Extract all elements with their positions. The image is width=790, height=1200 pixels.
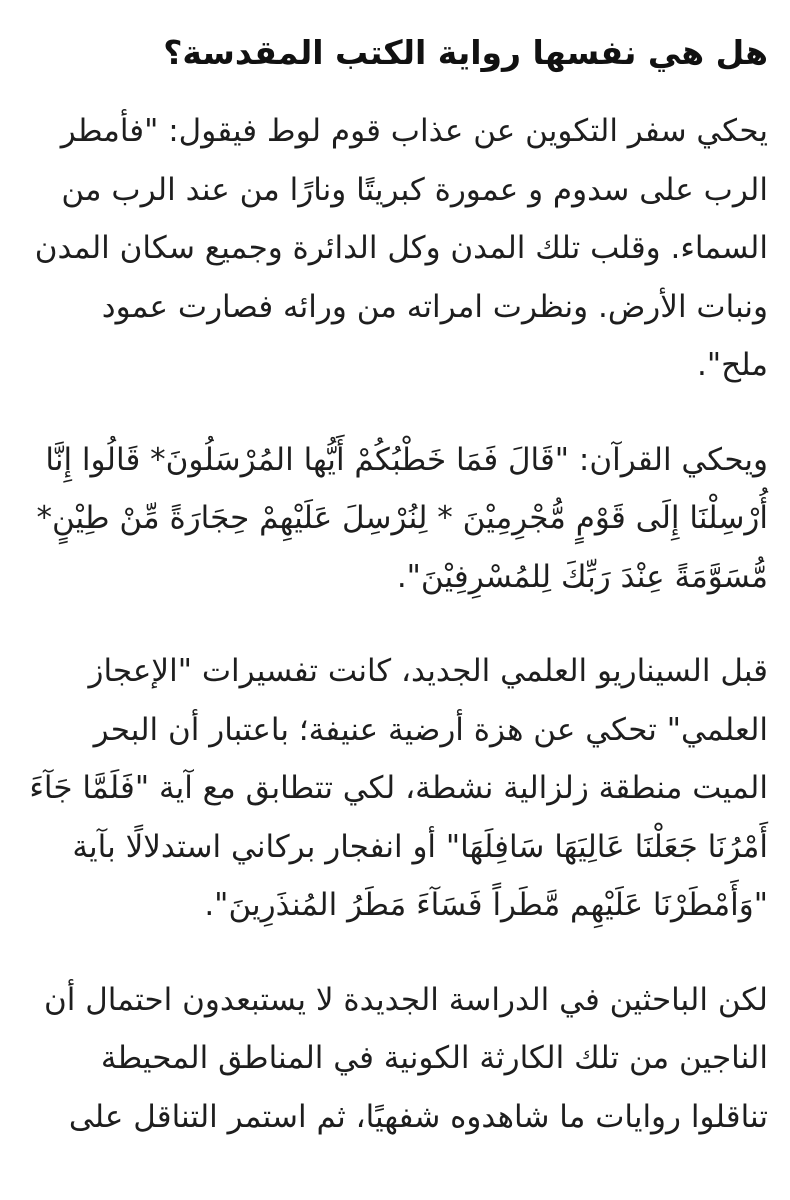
paragraph-genesis: يحكي سفر التكوين عن عذاب قوم لوط فيقول: "فأمطر الرب على سدوم و عمورة كبريتًا ونارًا من عند الرب من السماء. وقلب تلك المدن وكل الدائرة وجميع سكان المدن ونبات الأرض. ونظرت امراته من ورائه فصارت عمود ملح". [34,113,768,383]
article-heading: هل هي نفسها رواية الكتب المقدسة؟ [163,33,768,72]
paragraph-researchers: لكن الباحثين في الدراسة الجديدة لا يستبعدون احتمال أن الناجين من تلك الكارثة الكونية في المناطق المحيطة تناقلوا روايات ما شاهدوه شفهيًا، ثم استمر التناقل على [43,981,768,1135]
paragraph-scientific-miracle: قبل السيناريو العلمي الجديد، كانت تفسيرات "الإعجاز العلمي" تحكي عن هزة أرضية عنيفة؛ باعتبار أن البحر الميت منطقة زلزالية نشطة، لكي تتطابق مع آية "فَلَمَّا جَآءَ أَمْرُنَا جَعَلْنَا عَالِيَهَا سَافِلَهَا" أو انفجار بركاني استدلالًا بآية "وَأَمْطَرْنَا عَلَيْهِم مَّطَراً فَسَآءَ مَطَرُ المُنذَرِينَ". [29,653,768,923]
paragraph-quran: ويحكي القرآن: "قَالَ فَمَا خَطْبُكُمْ أَيُّها المُرْسَلُونَ* قَالُوا إِنَّا أُرْسِلْنَا إِلَى قَوْمٍ مُّجْرِمِيْنَ * لِنُرْسِلَ عَلَيْهِمْ حِجَارَةً مِّنْ طِيْنٍ* مُّسَوَّمَةً عِنْدَ رَبِّكَ لِلمُسْرِفِيْنَ". [36,441,768,595]
